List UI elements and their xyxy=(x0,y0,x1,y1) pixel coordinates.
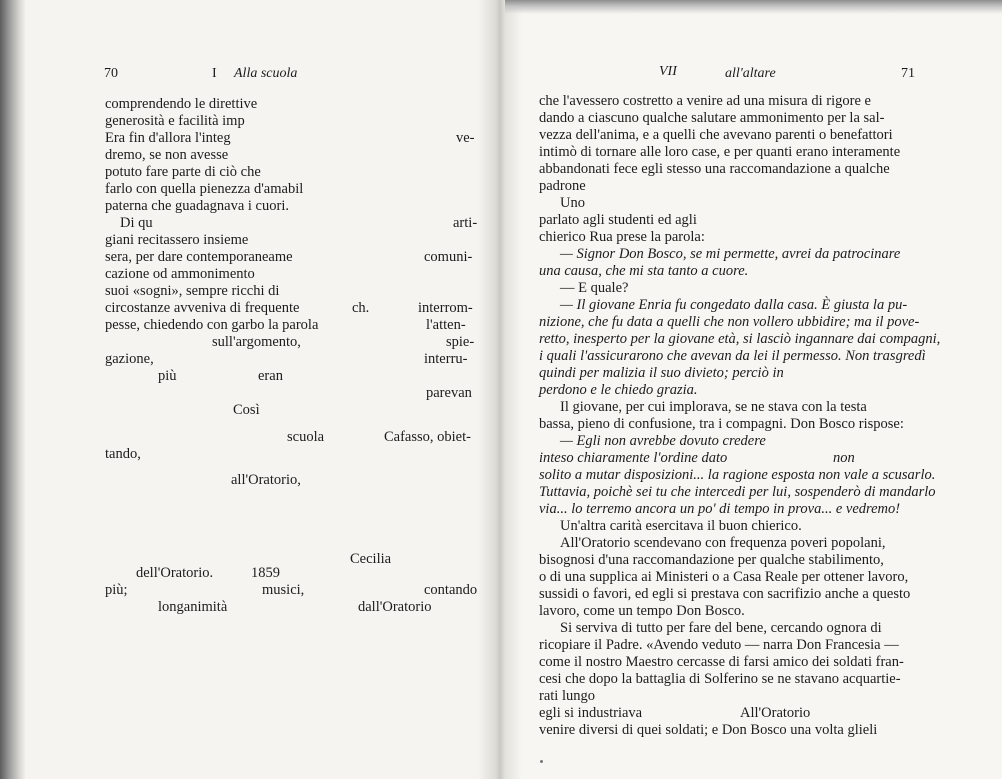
text-line: dell'Oratorio. xyxy=(136,565,214,581)
binding-shadow xyxy=(0,0,26,779)
text-line: retto, inesperto per la giovane età, si lasciò ingannare dai compagni, xyxy=(539,331,941,347)
text-line: — E quale? xyxy=(560,280,629,296)
text-line: All'Oratorio xyxy=(740,705,811,721)
right-running-title: all'altare xyxy=(725,66,776,81)
text-line: — Il giovane Enria fu congedato dalla casa. È giusta la pu- xyxy=(560,297,908,313)
text-line: pesse, chiedendo con garbo la parola xyxy=(105,317,319,333)
text-line: suoi «sogni», sempre ricchi di xyxy=(105,283,280,299)
text-line: che l'avessero costretto a venire ad una misura di rigore e xyxy=(539,93,871,109)
text-line: nizione, che fu data a quelli che non vollero ubbidire; ma il pove- xyxy=(539,314,920,330)
text-line: l'atten- xyxy=(426,317,466,333)
right-chapter-numeral: VII xyxy=(659,64,677,79)
text-line: interrom- xyxy=(418,300,473,316)
ink-speck xyxy=(540,760,543,763)
left-running-title: Alla scuola xyxy=(234,66,298,81)
text-line: i quali l'assicurarono che avevan da lei il permesso. Non trasgredì xyxy=(539,348,926,364)
text-line: arti- xyxy=(453,215,478,231)
text-line: Uno xyxy=(560,195,585,211)
text-line: scuola xyxy=(287,429,325,445)
text-line: abbandonati fece egli stesso una raccomandazione a qualche xyxy=(539,161,890,177)
text-line: Tuttavia, poichè sei tu che intercedi per lui, sospenderò di mandarlo xyxy=(539,484,936,500)
text-line: inteso chiaramente l'ordine dato xyxy=(539,450,728,466)
right-page-number: 71 xyxy=(901,66,915,81)
text-line: o di una supplica ai Ministeri o a Casa Reale per ottener lavoro, xyxy=(539,569,909,585)
text-line: bisognosi d'una raccomandazione per qualche stabilimento, xyxy=(539,552,884,568)
text-line: parlato agli studenti ed agli xyxy=(539,212,697,228)
text-line: All'Oratorio scendevano con frequenza poveri popolani, xyxy=(560,535,886,551)
text-line: rati lungo xyxy=(539,688,595,704)
text-line: venire diversi di quei soldati; e Don Bosco una volta glieli xyxy=(539,722,878,738)
text-line: Di qu xyxy=(120,215,153,231)
text-line: più xyxy=(158,368,177,384)
text-line: Così xyxy=(233,402,260,418)
text-line: cazione od ammonimento xyxy=(105,266,255,282)
text-line: giani recitassero insieme xyxy=(105,232,249,248)
text-line: farlo con quella pienezza d'amabil xyxy=(105,181,304,197)
right-page xyxy=(500,0,1002,779)
text-line: chierico Rua prese la parola: xyxy=(539,229,705,245)
text-line: comprendendo le direttive xyxy=(105,96,258,112)
text-line: musici, xyxy=(262,582,305,598)
text-line: Un'altra carità esercitava il buon chierico. xyxy=(560,518,802,534)
text-line: ricopiare il Padre. «Avendo veduto — narra Don Francesia — xyxy=(539,637,899,653)
text-line: non xyxy=(833,450,855,466)
text-line: cesi che dopo la battaglia di Solferino se ne stavano acquartie- xyxy=(539,671,901,687)
book-gutter xyxy=(478,0,522,779)
text-line: come il nostro Maestro cercasse di farsi amico dei soldati fran- xyxy=(539,654,904,670)
text-line: più; xyxy=(105,582,128,598)
left-page xyxy=(0,0,500,779)
text-line: una causa, che mi sta tanto a cuore. xyxy=(539,263,749,279)
text-line: tando, xyxy=(105,446,141,462)
text-line: Si serviva di tutto per fare del bene, cercando ognora di xyxy=(560,620,882,636)
text-line: solito a mutar disposizioni... la ragione esposta non vale a scusarlo. xyxy=(539,467,936,483)
text-line: via... lo terremo ancora un po' di tempo in prova... e vedremo! xyxy=(539,501,901,517)
text-line: dando a ciascuno qualche salutare ammonimento per la sal- xyxy=(539,110,885,126)
text-line: padrone xyxy=(539,178,586,194)
left-page-number: 70 xyxy=(104,66,118,81)
text-line: spie- xyxy=(446,334,475,350)
text-line: 1859 xyxy=(251,565,280,581)
text-line: sussidi o favori, ed egli si prestava con sacrifizio anche a questo xyxy=(539,586,911,602)
text-line: eran xyxy=(258,368,283,384)
text-line: bassa, pieno di confusione, tra i compagni. Don Bosco rispose: xyxy=(539,416,904,432)
text-line: ch. xyxy=(352,300,370,316)
text-line: quindi per malizia il suo divieto; perciò in xyxy=(539,365,784,381)
left-chapter-numeral: I xyxy=(212,66,217,81)
text-line: intimò di tornare alle loro case, e per quanti erano interamente xyxy=(539,144,901,160)
text-line: — Signor Don Bosco, se mi permette, avrei da patrocinare xyxy=(560,246,901,262)
text-line: comuni- xyxy=(424,249,473,265)
text-line: Cafasso, obiet- xyxy=(384,429,471,445)
text-line: generosità e facilità imp xyxy=(105,113,245,129)
scan-edge-shadow xyxy=(505,0,1002,14)
text-line: Il giovane, per cui implorava, se ne stava con la testa xyxy=(560,399,867,415)
text-line: parevan xyxy=(426,385,472,401)
text-line: potuto fare parte di ciò che xyxy=(105,164,261,180)
text-line: perdono e le chiedo grazia. xyxy=(539,382,698,398)
text-line: gazione, xyxy=(105,351,154,367)
text-line: lavoro, come un tempo Don Bosco. xyxy=(539,603,745,619)
text-line: contando xyxy=(424,582,478,598)
text-line: all'Oratorio, xyxy=(231,472,301,488)
text-line: egli si industriava xyxy=(539,705,643,721)
text-line: — Egli non avrebbe dovuto credere xyxy=(560,433,766,449)
text-line: dremo, se non avesse xyxy=(105,147,229,163)
text-line: circostanze avveniva di frequente xyxy=(105,300,300,316)
text-line: dall'Oratorio xyxy=(358,599,432,615)
text-line: interru- xyxy=(424,351,468,367)
text-line: paterna che guadagnava i cuori. xyxy=(105,198,289,214)
text-line: Era fin d'allora l'integ xyxy=(105,130,231,146)
text-line: sull'argomento, xyxy=(212,334,301,350)
text-line: Cecilia xyxy=(350,551,392,567)
text-line: sera, per dare contemporaneame xyxy=(105,249,293,265)
text-line: vezza dell'anima, e a quelli che avevano parenti o benefattori xyxy=(539,127,893,143)
text-line: ve- xyxy=(456,130,475,146)
text-line: longanimità xyxy=(158,599,228,615)
